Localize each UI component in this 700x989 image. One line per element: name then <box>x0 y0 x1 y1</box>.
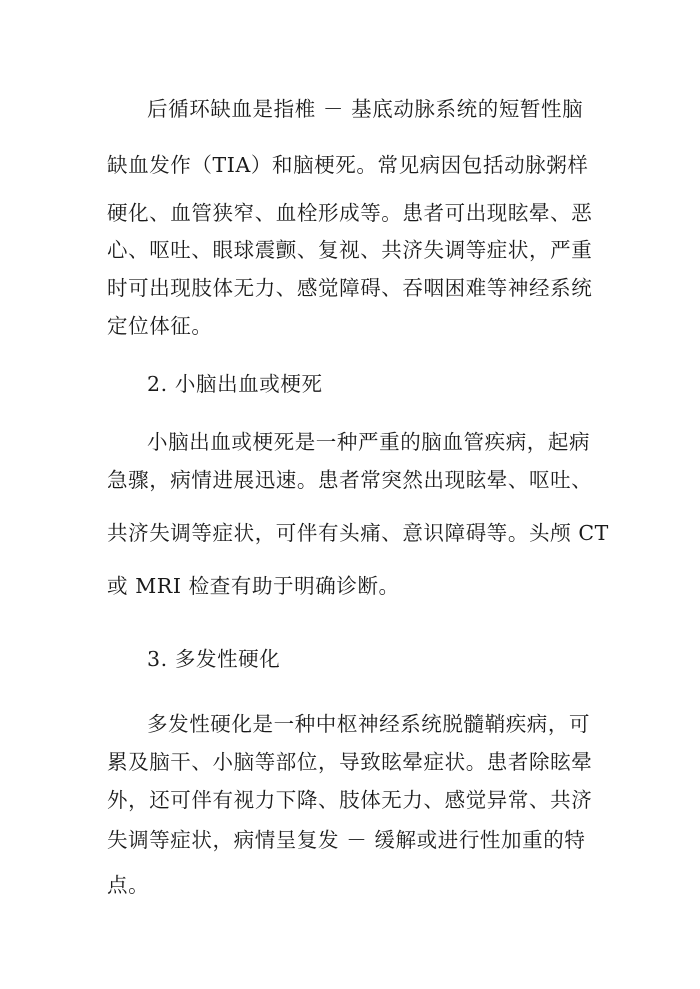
paragraph-line: 定位体征。 <box>107 314 213 338</box>
paragraph-line: 多发性硬化是一种中枢神经系统脱髓鞘疾病，可 <box>147 712 591 736</box>
paragraph-line: 外，还可伴有视力下降、肢体无力、感觉异常、共济 <box>107 788 593 812</box>
paragraph-line: 心、呕吐、眼球震颤、复视、共济失调等症状，严重 <box>107 238 593 262</box>
paragraph-line: 点。 <box>107 873 150 897</box>
paragraph-line: 或 MRI 检查有助于明确诊断。 <box>107 574 400 598</box>
section-heading: 3. 多发性硬化 <box>147 647 281 671</box>
paragraph-line: 后循环缺血是指椎 － 基底动脉系统的短暂性脑 <box>147 97 584 121</box>
paragraph-line: 累及脑干、小脑等部位，导致眩晕症状。患者除眩晕 <box>107 750 593 774</box>
paragraph-line: 时可出现肢体无力、感觉障碍、吞咽困难等神经系统 <box>107 276 593 300</box>
paragraph-line: 硬化、血管狭窄、血栓形成等。患者可出现眩晕、恶 <box>107 201 593 225</box>
paragraph-line: 失调等症状，病情呈复发 － 缓解或进行性加重的特 <box>107 828 586 852</box>
section-heading: 2. 小脑出血或梗死 <box>147 372 323 396</box>
paragraph-line: 急骤，病情进展迅速。患者常突然出现眩晕、呕吐、 <box>107 468 593 492</box>
paragraph-line: 小脑出血或梗死是一种严重的脑血管疾病，起病 <box>147 430 591 454</box>
paragraph-line: 共济失调等症状，可伴有头痛、意识障碍等。头颅 CT <box>107 521 609 545</box>
paragraph-line: 缺血发作（TIA）和脑梗死。常见病因包括动脉粥样 <box>107 153 589 177</box>
